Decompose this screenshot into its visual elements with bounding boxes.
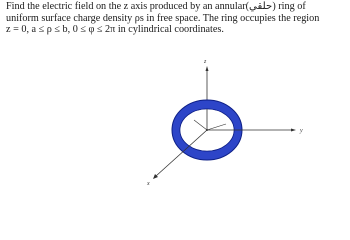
- y-axis-label: y: [300, 128, 303, 134]
- problem-line-1: Find the electric field on the z axis produced by an annular(حلقي) ring of: [6, 1, 306, 12]
- x-axis-label: x: [147, 181, 150, 187]
- origin-point: [206, 129, 208, 131]
- y-axis-arrow: [291, 129, 296, 132]
- problem-line-3: z = 0, a ≤ ρ ≤ b, 0 ≤ φ ≤ 2π in cylindrical coordinates.: [6, 24, 224, 36]
- z-axis-label: z: [204, 59, 207, 65]
- problem-line-2: uniform surface charge density ρs in free space. The ring occupies the region: [6, 12, 320, 24]
- z-axis-arrow: [206, 66, 209, 71]
